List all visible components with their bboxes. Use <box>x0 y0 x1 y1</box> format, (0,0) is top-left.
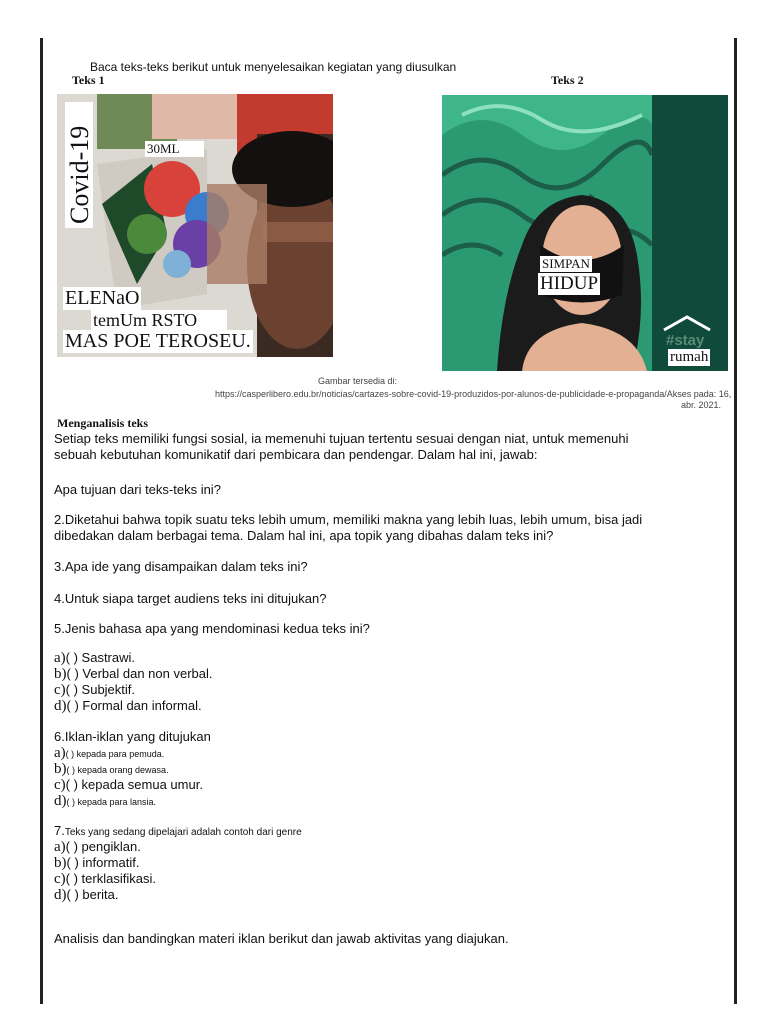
caption-line3: abr. 2021. <box>681 400 722 410</box>
q5-option-c[interactable]: c)( ) Subjektif. <box>54 682 136 698</box>
intro-line1: Setiap teks memiliki fungsi sosial, ia memenuhi tujuan tertentu sesuai dengan niat, untuk memenuhi <box>54 431 629 446</box>
q5-option-a[interactable]: a)( ) Sastrawi. <box>54 650 135 666</box>
poster-covid19-collage <box>57 94 333 357</box>
question-4: 4.Untuk siapa target audiens teks ini ditujukan? <box>54 591 327 606</box>
text1-label: Teks 1 <box>72 73 105 87</box>
text2-label: Teks 2 <box>551 73 584 87</box>
question-3: 3.Apa ide yang disampaikan dalam teks ini? <box>54 559 308 574</box>
right-margin-line <box>734 38 737 1004</box>
intro-line2: sebuah kebutuhan komunikatif dari pembicara dan pendengar. Dalam hal ini, jawab: <box>54 447 538 462</box>
question-5: 5.Jenis bahasa apa yang mendominasi kedua teks ini? <box>54 621 370 636</box>
question-2-line2: dibedakan dalam berbagai tema. Dalam hal ini, apa topik yang dibahas dalam teks ini? <box>54 528 554 543</box>
q7-option-a[interactable]: a)( ) pengiklan. <box>54 839 141 855</box>
question-7: 7.Teks yang sedang dipelajari adalah contoh dari genre <box>54 823 302 838</box>
question-6: 6.Iklan-iklan yang ditujukan <box>54 729 211 744</box>
q7-option-d[interactable]: d)( ) berita. <box>54 887 119 903</box>
q6-option-a[interactable]: a)( ) kepada para pemuda. <box>54 745 165 761</box>
vertical-title: Covid-19 <box>65 125 94 224</box>
q5-option-d[interactable]: d)( ) Formal dan informal. <box>54 698 202 714</box>
q7-option-c[interactable]: c)( ) terklasifikasi. <box>54 871 156 887</box>
poster1-line3: MAS POE TEROSEU. <box>65 330 251 352</box>
poster1-line2: temUm RSTO <box>91 310 227 331</box>
stay-home-artwork <box>442 95 728 371</box>
poster-stay-home <box>442 95 728 371</box>
left-margin-line <box>40 38 43 1004</box>
q6-option-d[interactable]: d)( ) kepada para lansia. <box>54 793 157 809</box>
question-1: Apa tujuan dari teks-teks ini? <box>54 482 221 497</box>
question-2-line1: 2.Diketahui bahwa topik suatu teks lebih umum, memiliki makna yang lebih luas, lebih umum, bisa jadi <box>54 512 643 527</box>
label-30ml: 30ML <box>145 141 204 157</box>
poster1-line1: ELENaO <box>65 287 140 309</box>
simpan-text: SIMPAN <box>542 256 590 271</box>
q7-option-b[interactable]: b)( ) informatif. <box>54 855 140 871</box>
hidup-text: HIDUP <box>540 273 599 294</box>
stay-hashtag: #stay <box>666 332 705 349</box>
instruction-text: Baca teks-teks berikut untuk menyelesaikan kegiatan yang diusulkan <box>90 60 457 74</box>
closing-text: Analisis dan bandingkan materi iklan berikut dan jawab aktivitas yang diajukan. <box>54 931 509 946</box>
q5-option-b[interactable]: b)( ) Verbal dan non verbal. <box>54 666 213 682</box>
caption-line1: Gambar tersedia di: <box>318 376 398 386</box>
section-heading: Menganalisis teks <box>57 416 149 430</box>
caption-link[interactable]: https://casperlibero.edu.br/noticias/cartazes-sobre-covid-19-produzidos-por-alunos-de-publicidade-e-propaganda/Akses pada: 16, <box>215 389 732 399</box>
q6-option-b[interactable]: b)( ) kepada orang dewasa. <box>54 761 169 777</box>
rumah-text: rumah <box>670 349 709 365</box>
q6-option-c[interactable]: c)( ) kepada semua umur. <box>54 777 203 793</box>
